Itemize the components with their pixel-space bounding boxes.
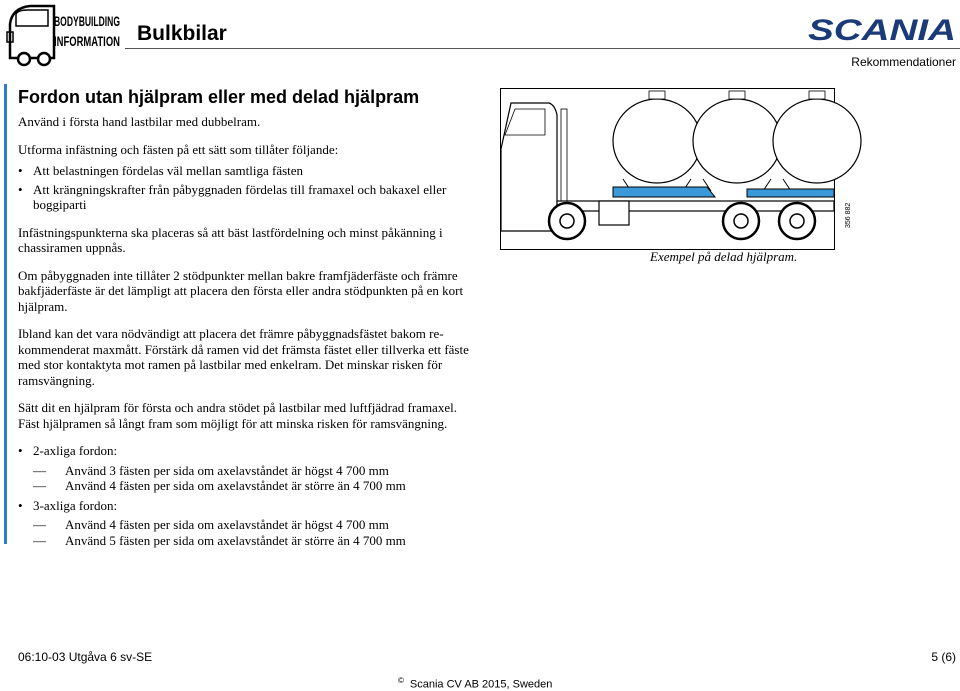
intro-paragraph: Använd i första hand lastbilar med dubbelram. [18,114,261,129]
axle-sub-list [33,463,472,494]
copyright-text: Scania CV AB 2015, Sweden [409,678,553,691]
header-divider [125,48,960,49]
paragraph-air-suspension: Sätt dit en hjälpram för första och andra stödet på lastbilar med luftfjädrad framaxel. Fäst hjälpramen så långt fram som möjligt för att minska risken för ramsvängning. [18,400,457,431]
bulk-truck-illustration [500,88,835,250]
list-item: • Att krängningskrafter från påbyggnaden fördelas till framaxel och bakaxel eller boggiparti [18,182,472,213]
bodybuilding-information-logo [4,2,122,66]
document-id: 06:10-03 Utgåva 6 sv-SE [18,650,153,664]
main-content [18,86,472,560]
logo-line-2: INFORMATION [54,33,120,49]
figure-number: 356 882 [845,202,852,228]
page-title: Bulkbilar [137,22,227,45]
scania-logo [808,12,958,46]
list-item: — Använd 4 fästen per sida om axelavståndet är högst 4 700 mm [33,517,472,533]
margin-change-bar [4,84,7,544]
paragraph-front-bracket: Ibland kan det vara nödvändigt att placera det främre påbyggnadsfästet bakom re-kommenderat maxmått. Förstärk då ramen vid det främsta fästet eller tillverka ett fäste med stor kontaktyta mot ramen på lastbilar med enkelram. Det minskar risken för ramsvängning. [18,326,469,388]
paragraph-attachment-points: Infästningspunkterna ska placeras så att bäst lastfördelning och minst påkänning i chassiramen uppnås. [18,224,443,255]
list-item: — Använd 5 fästen per sida om axelavståndet är större än 4 700 mm [33,533,472,549]
copyright-symbol: © [398,676,404,685]
list-item: — Använd 3 fästen per sida om axelavståndet är högst 4 700 mm [33,463,472,479]
list-item [18,443,472,494]
axle-sub-list [33,517,472,548]
copyright-notice [398,676,552,691]
page-number: 5 (6) [931,650,956,664]
list-item: • Att belastningen fördelas väl mellan samtliga fästen [18,163,472,179]
axle-bullet-list [18,443,472,548]
axle-group-label: 3-axliga fordon: [33,497,118,513]
list-item: — Använd 4 fästen per sida om axelavståndet är större än 4 700 mm [33,478,472,494]
paragraph-support-points: Om påbyggnaden inte tillåter 2 stödpunkter mellan bakre framfjäderfäste och främre bakfjäderfäste är det lämpligt att placera den första eller andra stödpunkten på en kort hjälpram. [18,267,464,314]
list-item [18,498,472,549]
design-bullet-list [18,163,472,213]
header-subtitle: Rekommendationer [851,55,956,69]
section-title: Fordon utan hjälpram eller med delad hjälpram [18,87,420,107]
figure-caption: Exempel på delad hjälpram. [650,249,798,264]
logo-line-1: BODYBUILDING [54,13,121,29]
design-lead: Utforma infästning och fästen på ett sätt som tillåter följande: [18,141,339,157]
bulk-truck-drawing [501,89,834,249]
scania-wordmark: SCANIA [808,14,956,47]
axle-group-label: 2-axliga fordon: [33,443,118,458]
